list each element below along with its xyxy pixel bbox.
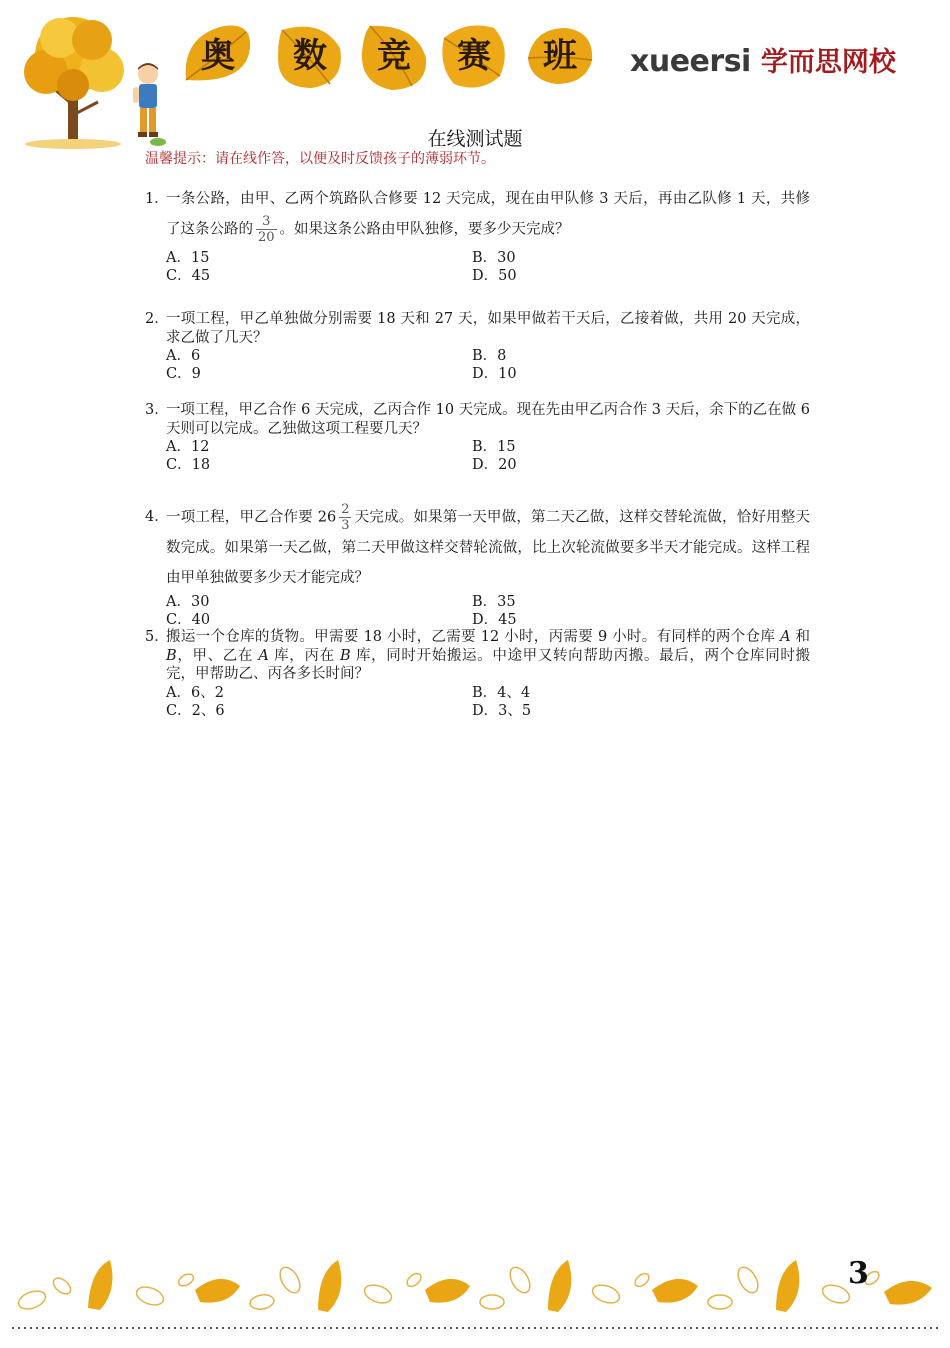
page-title: 在线测试题 xyxy=(427,128,523,150)
option-c[interactable]: C．18 xyxy=(166,457,211,473)
question-stem: 一项工程，甲乙合作 6 天完成，乙丙合作 10 天完成。现在先由甲乙丙合作 3 天后，余下的乙在做 6 天则可以完成。乙独做这项工程要几天？ xyxy=(166,402,810,437)
question-3 xyxy=(145,401,810,475)
option-a[interactable]: A．15 xyxy=(166,250,210,266)
option-c[interactable]: C．40 xyxy=(166,612,211,628)
title-leaf-4 xyxy=(436,18,512,94)
option-a[interactable]: A．6、2 xyxy=(166,684,224,701)
title-char-4: 赛 xyxy=(457,36,491,76)
question-number: 4． xyxy=(145,509,169,525)
question-number: 1． xyxy=(145,191,169,207)
stem-text: 和 xyxy=(790,629,811,645)
stem-text: 搬运一个仓库的货物。甲需要 18 小时，乙需要 12 小时，丙需要 9 小时。有同样的两个仓库 xyxy=(166,629,781,645)
option-d[interactable]: D．50 xyxy=(472,268,517,284)
option-b[interactable]: B．8 xyxy=(472,348,507,364)
fraction xyxy=(256,214,277,245)
option-c[interactable]: C．2、6 xyxy=(166,702,225,719)
option-a[interactable]: A．12 xyxy=(166,439,210,455)
option-d[interactable]: D．3、5 xyxy=(472,702,532,719)
stem-text: 库，丙在 xyxy=(268,647,341,664)
warm-tip: 温馨提示：请在线作答，以便及时反馈孩子的薄弱环节。 xyxy=(145,151,495,167)
option-c[interactable]: C．9 xyxy=(166,366,201,382)
question-number: 5． xyxy=(145,629,169,645)
question-stem: 一项工程，甲乙单独做分别需要 18 天和 27 天，如果甲做若干天后，乙接着做，共用 20 天完成，求乙做了几天？ xyxy=(166,311,810,346)
question-number: 2． xyxy=(145,311,169,327)
leaf-icon xyxy=(16,1260,932,1312)
stem-text: 一项工程，甲乙合作要 26 xyxy=(166,509,337,526)
fraction-numerator: 3 xyxy=(256,214,277,230)
brand-latin-text: xueersi xyxy=(630,44,751,79)
title-char-3: 竞 xyxy=(377,36,411,76)
option-d[interactable]: D．45 xyxy=(472,612,517,628)
page-number: 3 xyxy=(848,1256,869,1291)
option-b[interactable]: B．15 xyxy=(472,439,516,455)
title-leaf-3 xyxy=(356,18,432,94)
fraction-denominator: 3 xyxy=(341,518,350,533)
footer-leaves-decoration xyxy=(0,1250,950,1344)
question-number: 3． xyxy=(145,402,169,418)
title-leaf-5 xyxy=(522,18,598,94)
option-c[interactable]: C．45 xyxy=(166,268,211,284)
variable-b: B xyxy=(166,647,177,664)
fraction-denominator: 20 xyxy=(258,230,275,245)
question-1 xyxy=(145,190,810,286)
options xyxy=(166,684,810,721)
title-char-5: 班 xyxy=(543,36,577,76)
options xyxy=(166,593,810,630)
stem-text: ，甲、乙在 xyxy=(176,647,259,664)
fraction-numerator: 2 xyxy=(341,502,350,517)
title-char-1: 奥 xyxy=(201,36,235,76)
options xyxy=(166,438,810,475)
option-a[interactable]: A．6 xyxy=(166,348,201,364)
option-d[interactable]: D．10 xyxy=(472,366,517,382)
question-stem xyxy=(166,628,810,684)
brand-chinese-text: 学而思网校 xyxy=(760,47,896,78)
variable-a: A xyxy=(780,629,791,645)
option-b[interactable]: B．35 xyxy=(472,594,516,610)
option-b[interactable]: B．4、4 xyxy=(472,684,531,701)
question-stem xyxy=(166,502,810,593)
options xyxy=(166,347,810,384)
variable-a: A xyxy=(258,647,269,664)
stem-text: 库，同时开始搬运。中途甲又转向帮助丙搬。最后，两个仓库同时搬完，甲帮助乙、丙各多长时间？ xyxy=(166,647,811,682)
question-stem xyxy=(166,184,810,245)
stem-text: 。如果这条公路由甲队独修，要多少天完成？ xyxy=(279,221,570,238)
stem-text: 天完成。如果第一天甲做，第二天乙做，这样交替轮流做，恰好用整天数完成。如果第一天乙做，第二天甲做这样交替轮流做，比上次轮流做要多半天才能完成。这样工程由甲单独做要多少天才能完成？ xyxy=(166,509,811,586)
title-leaf-2 xyxy=(272,18,348,94)
stem-text: 一条公路，由甲、乙两个筑路队合修要 12 天完成，现在由甲队修 3 天后，再由乙队修 1 天，共修了这条公路的 xyxy=(166,191,810,238)
brand-logo xyxy=(630,40,896,80)
title-leaf-1 xyxy=(180,18,256,94)
variable-b: B xyxy=(340,647,351,664)
title-char-2: 数 xyxy=(293,36,327,76)
question-2 xyxy=(145,310,810,384)
option-d[interactable]: D．20 xyxy=(472,457,517,473)
page-footer xyxy=(0,1250,950,1344)
option-b[interactable]: B．30 xyxy=(472,250,516,266)
option-a[interactable]: A．30 xyxy=(166,594,210,610)
fraction xyxy=(339,502,351,533)
options xyxy=(166,249,810,286)
question-5 xyxy=(145,628,810,721)
question-4 xyxy=(145,502,810,630)
